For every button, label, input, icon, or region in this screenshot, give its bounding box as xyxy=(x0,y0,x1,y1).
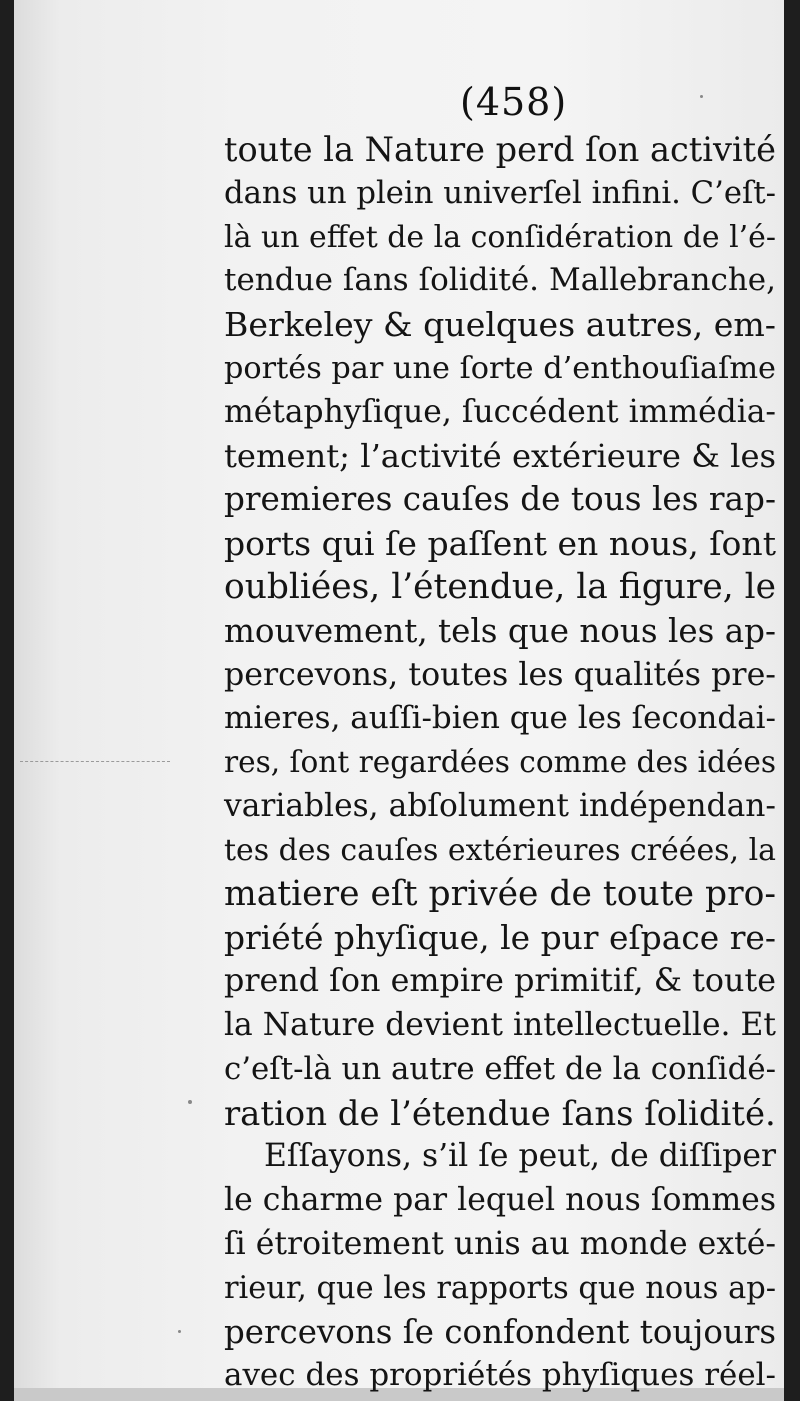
text-line: matiere eſt privée de toute pro- xyxy=(224,873,776,914)
text-line: dans un plein univerſel infini. C’eſt- xyxy=(224,175,776,211)
text-line: premieres cauſes de tous les rap- xyxy=(224,480,776,519)
text-line: percevons ſe confondent toujours xyxy=(224,1312,776,1351)
text-line: variables, abſolument indépendan- xyxy=(224,787,776,824)
text-line: avec des propriétés phyſiques réel- xyxy=(224,1357,776,1394)
text-line: le charme par lequel nous ſommes xyxy=(224,1182,776,1219)
text-line: mieres, auſſi-bien que les ſecondai- xyxy=(224,700,776,737)
page-number: (458) xyxy=(460,80,568,124)
text-line: là un effet de la conſidération de l’é- xyxy=(224,219,776,255)
text-line: tes des cauſes extérieures créées, la xyxy=(224,832,776,868)
dotted-mark xyxy=(20,761,170,762)
ink-speck xyxy=(188,1100,192,1104)
text-line: priété phyſique, le pur eſpace re- xyxy=(224,918,776,958)
ink-speck xyxy=(178,1330,181,1333)
text-line: rieur, que les rapports que nous ap- xyxy=(224,1270,776,1306)
text-line: ſi étroitement unis au monde exté- xyxy=(224,1225,776,1262)
text-line: portés par une ſorte d’enthouſiaſme xyxy=(224,350,776,386)
text-line: c’eſt-là un autre effet de la conſidé- xyxy=(224,1050,776,1087)
text-line: res, ſont regardées comme des idées xyxy=(224,745,776,780)
text-line: Berkeley & quelques autres, em- xyxy=(224,305,776,345)
ink-speck xyxy=(700,95,703,98)
text-line: tendue ſans ſolidité. Mallebranche, xyxy=(224,262,776,299)
text-line: percevons, toutes les qualités pre- xyxy=(224,656,776,693)
text-line: toute la Nature perd ſon activité xyxy=(224,130,776,169)
text-line: mouvement, tels que nous les ap- xyxy=(224,611,776,650)
text-line: prend ſon empire primitif, & toute xyxy=(224,963,776,1000)
text-line: la Nature devient intellectuelle. Et xyxy=(224,1006,776,1043)
text-line: tement; l’activité extérieure & les xyxy=(224,436,776,475)
text-line: ration de l’étendue ſans ſolidité. xyxy=(224,1093,776,1133)
text-line: ports qui ſe paſſent en nous, ſont xyxy=(224,524,776,564)
body-text xyxy=(224,128,776,1398)
text-line: Eſſayons, s’il ſe peut, de diſſiper xyxy=(264,1138,776,1175)
text-line: métaphyſique, ſuccédent immédia- xyxy=(224,393,776,430)
text-line: oubliées, l’étendue, la figure, le xyxy=(224,566,776,607)
